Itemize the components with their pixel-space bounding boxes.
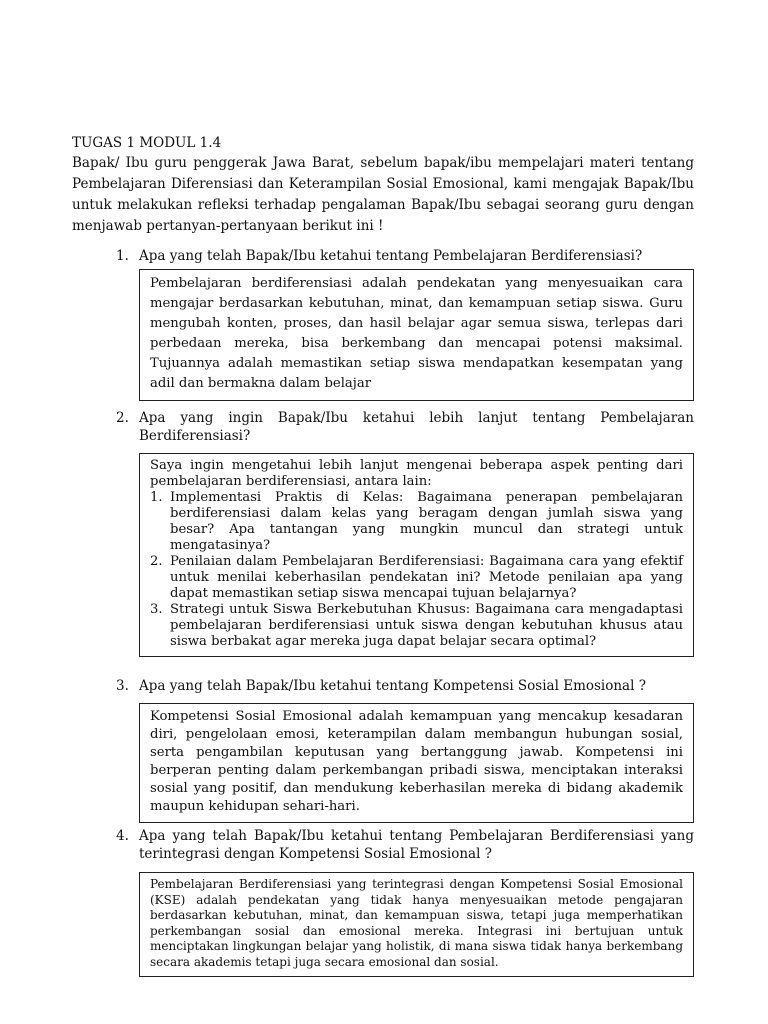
question-text: Apa yang telah Bapak/Ibu ketahui tentang Pembelajaran Berdiferensiasi yang terintegrasi dengan Kompetensi Sosial Emosional ? (139, 828, 694, 862)
list-item-number: 2. (150, 554, 163, 569)
question-4 (72, 827, 694, 863)
answer-box-3 (139, 703, 694, 823)
question-1 (72, 247, 694, 265)
question-number: 2. (116, 410, 129, 426)
answer-box-2 (139, 453, 694, 657)
list-item-text: Strategi untuk Siswa Berkebutuhan Khusus: Bagaimana cara mengadaptasi pembelajaran berdiferensiasi untuk siswa dengan kebutuhan khusus atau siswa berbakat agar mereka juga dapat belajar secara optimal? (170, 602, 683, 649)
list-item (150, 490, 683, 554)
question-number: 3. (116, 678, 129, 694)
question-text: Apa yang telah Bapak/Ibu ketahui tentang Kompetensi Sosial Emosional ? (139, 678, 646, 694)
list-item-number: 1. (150, 490, 163, 505)
list-item-text: Implementasi Praktis di Kelas: Bagaimana penerapan pembelajaran berdiferensiasi dalam kelas yang beragam dengan jumlah siswa yang besar? Apa tantangan yang mungkin muncul dan strategi untuk mengatasinya? (170, 490, 683, 553)
answer-text: Kompetensi Sosial Emosional adalah kemampuan yang mencakup kesadaran diri, pengelolaan emosi, keterampilan dalam membangun hubungan sosial, serta pengambilan keputusan yang bertanggung jawab. Kompetensi ini berperan penting dalam perkembangan pribadi siswa, menciptakan interaksi sosial yang positif, dan mendukung keberhasilan mereka di bidang akademik maupun kehidupan sehari-hari. (150, 709, 683, 814)
answer-box-1 (139, 269, 694, 401)
answer-text: Pembelajaran Berdiferensiasi yang terintegrasi dengan Kompetensi Sosial Emosional (KSE) adalah pendekatan yang tidak hanya menyesuaikan metode pengajaran berdasarkan kebutuhan, minat, dan kemampuan siswa, tetapi juga memperhatikan perkembangan sosial dan emosional mereka. Integrasi ini bertujuan untuk menciptakan lingkungan belajar yang holistik, di mana siswa tidak hanya berkembang secara akademis tetapi juga secara emosional dan sosial. (150, 877, 683, 969)
document-page (72, 134, 694, 977)
intro-paragraph: Bapak/ Ibu guru penggerak Jawa Barat, sebelum bapak/ibu mempelajari materi tentang Pembelajaran Diferensiasi dan Keterampilan Sosial Emosional, kami mengajak Bapak/Ibu untuk melakukan refleksi terhadap pengalaman Bapak/Ibu sebagai seorang guru dengan menjawab pertanyan-pertanyaan berikut ini ! (72, 155, 694, 234)
question-3 (72, 677, 694, 695)
answer-list (150, 490, 683, 650)
document-title: TUGAS 1 MODUL 1.4 (72, 135, 222, 151)
list-item-text: Penilaian dalam Pembelajaran Berdiferensiasi: Bagaimana cara yang efektif untuk menilai keberhasilan pendekatan ini? Metode penilaian apa yang dapat memastikan setiap siswa mencapai tujuan belajarnya? (170, 554, 683, 601)
question-2 (72, 409, 694, 445)
answer-box-4 (139, 872, 694, 977)
list-item (150, 554, 683, 602)
question-number: 1. (116, 248, 129, 264)
question-number: 4. (116, 828, 129, 844)
answer-text: Pembelajaran berdiferensiasi adalah pendekatan yang menyesuaikan cara mengajar berdasarkan kebutuhan, minat, dan kemampuan setiap siswa. Guru mengubah konten, proses, dan hasil belajar agar semua siswa, terlepas dari perbedaan mereka, bisa berkembang dan mencapai potensi maksimal. Tujuannya adalah memastikan setiap siswa mendapatkan kesempatan yang adil dan bermakna dalam belajar (150, 276, 683, 391)
answer-intro: Saya ingin mengetahui lebih lanjut mengenai beberapa aspek penting dari pembelajaran berdiferensiasi, antara lain: (150, 458, 683, 489)
list-item-number: 3. (150, 602, 163, 617)
question-text: Apa yang ingin Bapak/Ibu ketahui lebih lanjut tentang Pembelajaran Berdiferensiasi? (139, 410, 694, 444)
list-item (150, 602, 683, 650)
question-text: Apa yang telah Bapak/Ibu ketahui tentang Pembelajaran Berdiferensiasi? (139, 248, 643, 264)
